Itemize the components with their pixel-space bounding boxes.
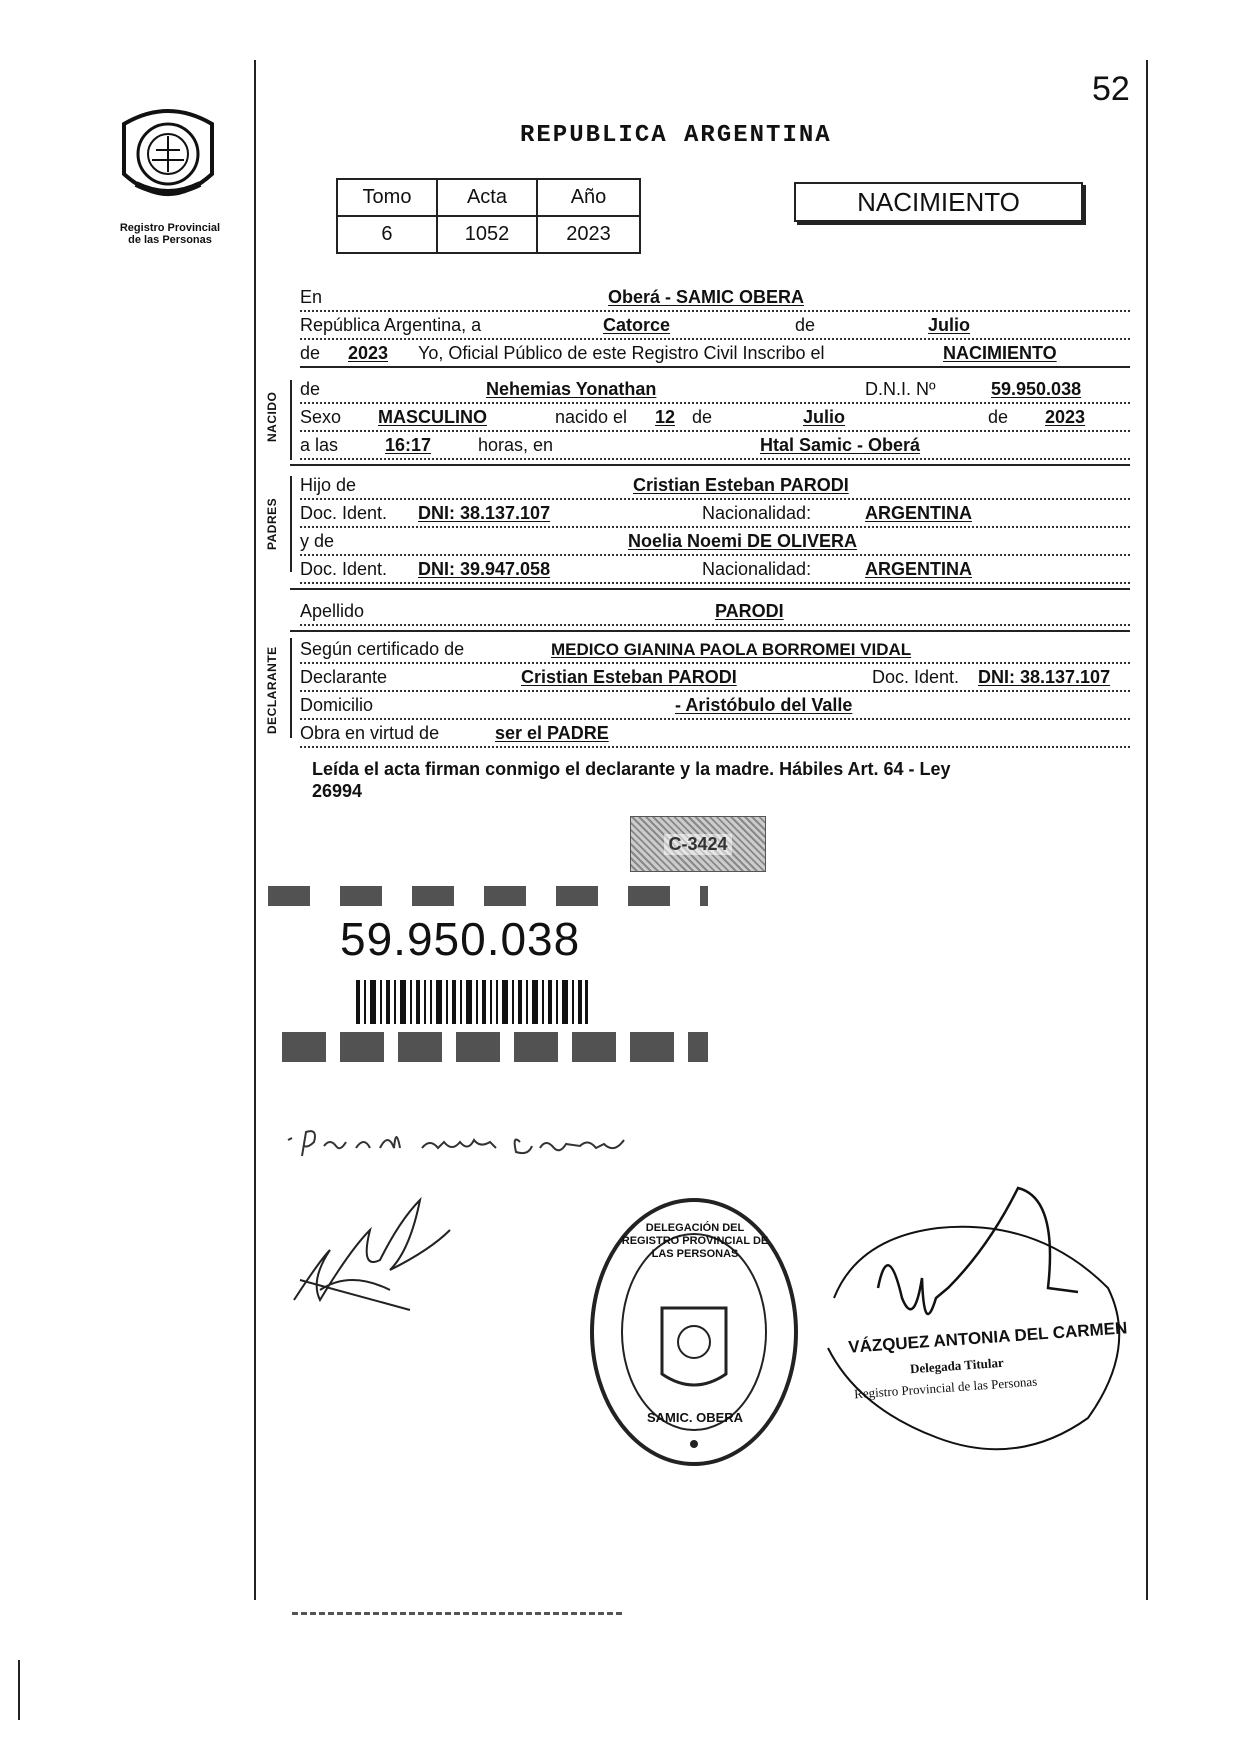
date-month: Julio — [925, 315, 973, 336]
section-padres-label: PADRES — [265, 497, 279, 550]
barcode-bar — [364, 980, 366, 1024]
mother-label: y de — [300, 531, 338, 552]
father-doc-row — [300, 498, 1130, 528]
country-title: REPUBLICA ARGENTINA — [520, 122, 832, 149]
father-label: Hijo de — [300, 475, 360, 496]
stamp-round-text: DELEGACIÓN DEL REGISTRO PROVINCIAL DE LAS PERSONAS — [621, 1222, 769, 1260]
barcode-bar — [526, 980, 528, 1024]
tomo-value: 6 — [337, 216, 437, 253]
father-doc-label: Doc. Ident. — [300, 503, 391, 524]
acta-header: Acta — [437, 179, 537, 216]
barcode-bar — [430, 980, 432, 1024]
mother-nationality: ARGENTINA — [862, 559, 975, 580]
born-year: 2023 — [1042, 407, 1088, 428]
certificate-value: MEDICO GIANINA PAOLA BORROMEI VIDAL — [548, 640, 914, 660]
bottom-dash-line — [292, 1612, 622, 1615]
official-stamp — [588, 1196, 800, 1468]
barcode-bar — [466, 980, 472, 1024]
declarant-doc-label: Doc. Ident. — [872, 667, 963, 688]
registrar-seal — [818, 1178, 1138, 1462]
date-day-words: Catorce — [600, 315, 673, 336]
registry-logo — [116, 104, 220, 214]
barcode-bar — [562, 980, 568, 1024]
stamp-place: SAMIC. OBERA — [646, 1410, 744, 1425]
registrar-org: Registro Provincial de las Personas — [853, 1373, 1038, 1402]
barcode-bar — [394, 980, 396, 1024]
barcode-bar — [542, 980, 544, 1024]
role-value: ser el PADRE — [492, 723, 612, 744]
surname-row — [300, 596, 1130, 626]
registration-de-label: de — [300, 343, 324, 364]
place-row — [300, 282, 1130, 312]
surname-value: PARODI — [712, 601, 787, 622]
scan-edge-mark — [18, 1660, 20, 1720]
separator-1 — [290, 464, 1130, 466]
sex-label: Sexo — [300, 407, 345, 428]
barcode-bar — [356, 980, 360, 1024]
section-declarante-label: DECLARANTE — [265, 646, 279, 734]
left-margin-line — [254, 60, 256, 1600]
newborn-name: Nehemias Yonathan — [483, 379, 659, 400]
registry-caption — [100, 222, 240, 246]
barcode-bar — [424, 980, 426, 1024]
handwritten-name — [284, 1118, 644, 1183]
barcode-bar — [386, 980, 390, 1024]
declarant-label: Declarante — [300, 667, 391, 688]
barcode-bar — [512, 980, 514, 1024]
birth-time: 16:17 — [382, 435, 434, 456]
newborn-de-label: de — [300, 379, 324, 400]
barcode-bar — [518, 980, 522, 1024]
act-type-box: NACIMIENTO — [794, 182, 1083, 222]
barcode-bar — [416, 980, 420, 1024]
role-label: Obra en virtud de — [300, 723, 443, 744]
nacido-bracket — [290, 380, 292, 460]
place-label: En — [300, 287, 326, 308]
barcode-bar — [532, 980, 538, 1024]
mother-name: Noelia Noemi DE OLIVERA — [625, 531, 860, 552]
signature-icon — [290, 1190, 460, 1330]
barcode-bar — [502, 980, 508, 1024]
mother-doc-row — [300, 554, 1130, 584]
father-doc: DNI: 38.137.107 — [415, 503, 553, 524]
declarant-row — [300, 662, 1130, 692]
registrar-title: Delegada Titular — [909, 1354, 1005, 1377]
registrar-name: VÁZQUEZ ANTONIA DEL CARMEN — [847, 1318, 1128, 1357]
barcode-bar — [446, 980, 448, 1024]
handwriting-scribble-icon — [284, 1118, 644, 1178]
id-label-sticker — [268, 886, 708, 1066]
barcode-bar — [476, 980, 478, 1024]
barcode-bar — [572, 980, 574, 1024]
declarant-doc: DNI: 38.137.107 — [975, 667, 1113, 688]
date-de-label: de — [795, 315, 819, 336]
father-name: Cristian Esteban PARODI — [630, 475, 852, 496]
barcode-bar — [490, 980, 492, 1024]
registry-caption-line2: de las Personas — [128, 234, 212, 246]
barcode-bar — [556, 980, 558, 1024]
barcode-bar — [496, 980, 498, 1024]
born-de-label: de — [692, 407, 716, 428]
birth-place: Htal Samic - Oberá — [757, 435, 923, 456]
book-reference-table — [336, 178, 641, 254]
barcode-bar — [482, 980, 486, 1024]
mother-doc-label: Doc. Ident. — [300, 559, 391, 580]
sticker-pattern-top — [268, 886, 708, 906]
barcode — [356, 980, 588, 1024]
barcode-bar — [548, 980, 552, 1024]
security-code: C-3424 — [664, 834, 731, 855]
declarante-bracket — [290, 638, 292, 738]
registration-row — [300, 338, 1130, 368]
book-header-row — [337, 179, 640, 216]
label-number: 59.950.038 — [340, 913, 581, 965]
registration-year: 2023 — [345, 343, 391, 364]
separator-2 — [290, 588, 1130, 590]
barcode-bar — [452, 980, 456, 1024]
certificate-row — [300, 634, 1130, 664]
registration-act: NACIMIENTO — [940, 343, 1060, 364]
address-row — [300, 690, 1130, 720]
security-code-stamp — [630, 816, 766, 872]
place-value: Oberá - SAMIC OBERA — [605, 287, 807, 308]
padres-bracket — [290, 476, 292, 572]
tomo-header: Tomo — [337, 179, 437, 216]
barcode-bar — [578, 980, 582, 1024]
address-value: - Aristóbulo del Valle — [672, 695, 855, 716]
mother-name-row — [300, 526, 1130, 556]
province-shield-icon — [116, 104, 220, 214]
father-name-row — [300, 470, 1130, 500]
acta-value: 1052 — [437, 216, 537, 253]
newborn-sex-row — [300, 402, 1130, 432]
newborn-dni-label: D.N.I. Nº — [865, 379, 940, 400]
date-prefix-label: República Argentina, a — [300, 315, 485, 336]
section-nacido-label: NACIDO — [265, 391, 279, 442]
page-number: 52 — [1092, 70, 1130, 108]
book-value-row — [337, 216, 640, 253]
barcode-bar — [410, 980, 412, 1024]
registry-caption-line1: Registro Provincial — [119, 222, 221, 234]
born-day: 12 — [652, 407, 678, 428]
barcode-bar — [400, 980, 406, 1024]
barcode-bar — [436, 980, 442, 1024]
closing-legend-line1: Leída el acta firman conmigo el declarante y la madre. Hábiles Art. 64 - Ley — [312, 759, 951, 779]
certificate-label: Según certificado de — [300, 639, 468, 660]
role-row — [300, 718, 1130, 748]
declarant-signature — [290, 1190, 460, 1335]
barcode-bar — [370, 980, 376, 1024]
newborn-name-row — [300, 374, 1130, 404]
anio-header: Año — [537, 179, 640, 216]
closing-legend-line2: 26994 — [312, 781, 363, 801]
address-label: Domicilio — [300, 695, 377, 716]
declarant-name: Cristian Esteban PARODI — [518, 667, 740, 688]
time-label: a las — [300, 435, 342, 456]
father-nat-label: Nacionalidad: — [702, 503, 815, 524]
barcode-bar — [380, 980, 382, 1024]
anio-value: 2023 — [537, 216, 640, 253]
newborn-time-row — [300, 430, 1130, 460]
separator-3 — [290, 630, 1130, 632]
surname-label: Apellido — [300, 601, 368, 622]
born-de-label-2: de — [988, 407, 1012, 428]
sex-value: MASCULINO — [375, 407, 490, 428]
mother-doc: DNI: 39.947.058 — [415, 559, 553, 580]
right-margin-line — [1146, 60, 1148, 1600]
father-nationality: ARGENTINA — [862, 503, 975, 524]
born-month: Julio — [800, 407, 848, 428]
born-label: nacido el — [555, 407, 631, 428]
newborn-dni: 59.950.038 — [988, 379, 1084, 400]
mother-nat-label: Nacionalidad: — [702, 559, 815, 580]
barcode-bar — [460, 980, 462, 1024]
date-row — [300, 310, 1130, 340]
barcode-bar — [585, 980, 588, 1024]
registration-text: Yo, Oficial Público de este Registro Civil Inscribo el — [418, 343, 829, 364]
hours-label: horas, en — [478, 435, 557, 456]
closing-legend — [312, 758, 1132, 802]
sticker-pattern-bottom — [268, 1032, 708, 1062]
